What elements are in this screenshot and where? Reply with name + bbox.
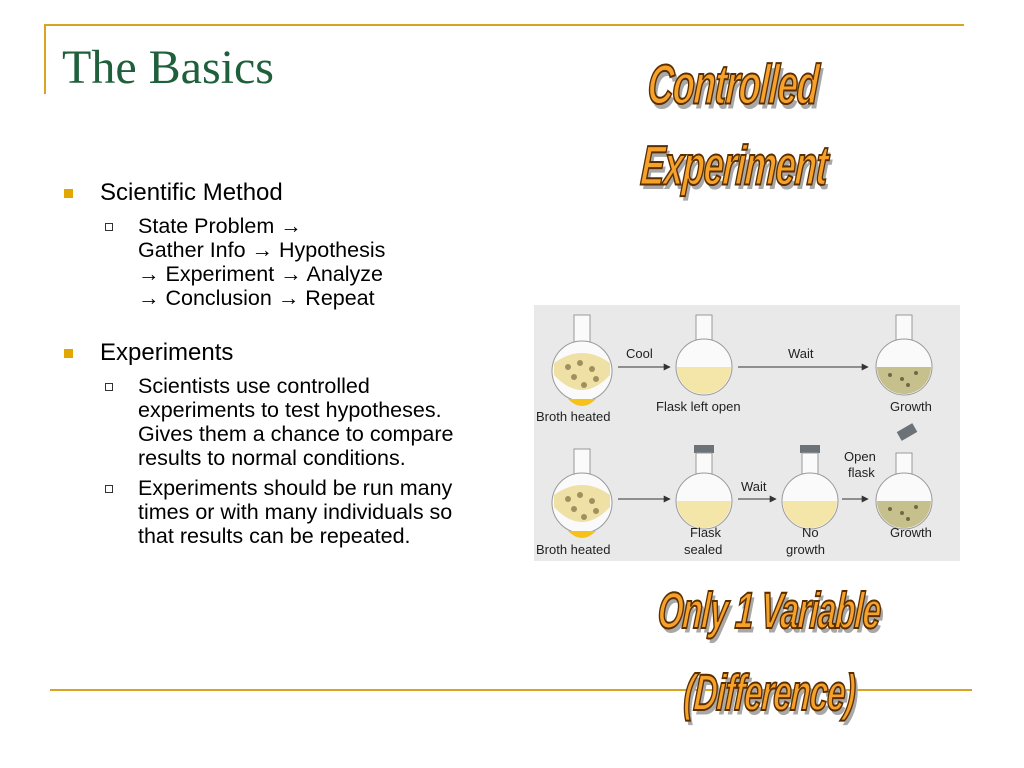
label-no-growth: No (802, 525, 819, 540)
sub-bullet-steps (60, 214, 490, 310)
flask-heated-icon (552, 315, 612, 406)
label-open-flask: flask (848, 465, 875, 480)
wordart-only-one-variable: Only 1 Variable (656, 581, 883, 639)
flask-growth-icon (876, 315, 932, 395)
label-growth: Growth (890, 525, 932, 540)
wordart-controlled: Controlled (645, 52, 821, 116)
step-line: → Conclusion → Repeat (138, 286, 375, 310)
label-cool: Cool (626, 346, 653, 361)
sub-bullet-controlled (60, 374, 490, 470)
flask-no-growth-icon (782, 445, 838, 529)
flask-sealed-icon (676, 445, 732, 529)
label-wait: Wait (741, 479, 767, 494)
flask-experiment-diagram (534, 305, 960, 561)
flask-growth-icon (876, 453, 932, 529)
label-open-flask: Open (844, 449, 876, 464)
sub-bullet-text: Experiments should be run many times or with many individuals so that results can be repeated. (138, 476, 453, 548)
bullet-scientific-method (60, 178, 490, 208)
square-bullet-icon (64, 189, 73, 198)
hollow-square-bullet-icon (105, 485, 113, 493)
wordart-difference: (Difference) (682, 663, 857, 721)
frame-left-line (44, 24, 46, 94)
label-broth-heated: Broth heated (536, 409, 611, 424)
bullet-heading: Experiments (100, 339, 234, 366)
square-bullet-icon (64, 349, 73, 358)
label-flask-sealed: sealed (684, 542, 723, 557)
step-line: → Experiment → Analyze (138, 262, 383, 286)
stopper-icon (897, 423, 918, 441)
bullet-list (60, 178, 490, 554)
wordart-experiment: Experiment (638, 133, 830, 197)
label-flask-sealed: Flask (690, 525, 722, 540)
label-flask-left-open: Flask left open (656, 399, 741, 414)
bullet-experiments (60, 338, 490, 368)
sub-bullet-text: Scientists use controlled experiments to test hypotheses. Gives them a chance to compare results to normal conditions. (138, 374, 454, 470)
flask-open-icon (676, 315, 732, 395)
label-wait: Wait (788, 346, 814, 361)
step-line: Gather Info → Hypothesis (138, 238, 386, 262)
hollow-square-bullet-icon (105, 223, 113, 231)
sub-bullet-repeat (60, 476, 490, 548)
label-growth: Growth (890, 399, 932, 414)
bullet-heading: Scientific Method (100, 179, 283, 206)
label-no-growth: growth (786, 542, 826, 557)
flask-heated-icon (552, 449, 612, 538)
step-line: State Problem → (138, 214, 302, 238)
label-broth-heated: Broth heated (536, 542, 611, 557)
slide-title: The Basics (62, 41, 274, 94)
frame-top-line (44, 24, 964, 26)
hollow-square-bullet-icon (105, 383, 113, 391)
